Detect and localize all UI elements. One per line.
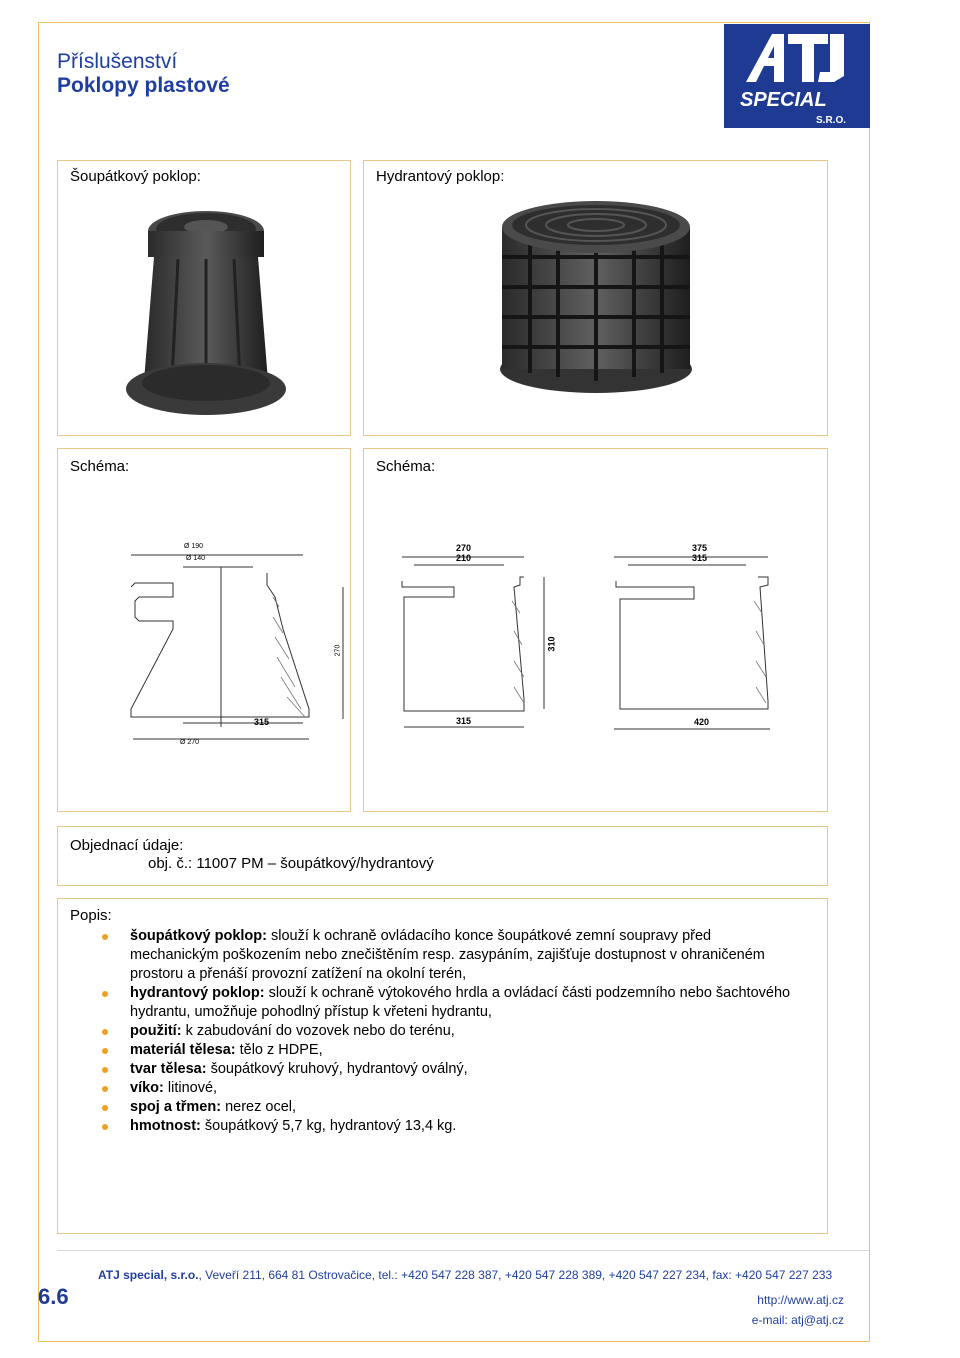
item-text: slouží k ochraně ovládacího konce šoupátkové zemní soupravy před mechanickým poškozením nebo znečištěním resp. zasypáním, zajišťuje dostupnost v ohraničeném prostoru a přenáší provozní zatížení na okolní terén, [130,928,765,982]
company-logo [724,24,870,128]
hydrant-dim-b-top1: 375 [692,543,708,553]
page-title [57,50,230,98]
item-label: spoj a třmen: [130,1099,222,1115]
hydrant-dim-a-top1: 270 [456,543,472,553]
title-category: Příslušenství [57,50,178,73]
hydrant-schema-box [363,448,828,812]
item-label: materiál tělesa: [130,1042,236,1058]
page-number: 6.6 [38,1284,69,1309]
list-item [102,1117,802,1136]
hydrant-dim-a-bottom: 315 [456,716,472,726]
gate-valve-cover-label: Šoupátkový poklop: [70,168,201,185]
hydrant-cover-photo-box [363,160,828,436]
item-text: šoupátkový 5,7 kg, hydrantový 13,4 kg. [200,1118,457,1134]
hydrant-dim-a-top2: 210 [456,553,472,563]
hydrant-cover-image [496,197,696,397]
list-item [102,1041,802,1060]
list-item [102,1022,802,1041]
item-label: tvar tělesa: [130,1061,207,1077]
list-item [102,984,802,1022]
footer-address: , Veveří 211, 664 81 Ostrovačice, [198,1268,379,1282]
item-text: šoupátkový kruhový, hydrantový oválný, [206,1061,468,1077]
footer-divider [57,1250,869,1251]
list-item [102,1098,802,1117]
item-text: k zabudování do vozovek nebo do terénu, [181,1023,455,1039]
footer-website-link[interactable]: http://www.atj.cz [757,1293,844,1307]
description-box [57,898,828,1234]
footer-company: ATJ special, s.r.o. [98,1268,199,1282]
order-number: obj. č.: 11007 PM – šoupátkový/hydrantový [148,855,434,872]
list-item [102,1079,802,1098]
gate-valve-schema-drawing [113,537,353,757]
dim-top-inner: Ø 140 [186,555,206,562]
item-label: hmotnost: [130,1118,201,1134]
item-label: hydrantový poklop: [130,985,265,1001]
list-item [102,1060,802,1079]
hydrant-dim-b-top2: 315 [692,553,708,563]
description-heading: Popis: [70,907,112,924]
item-text: slouží k ochraně výtokového hrdla a ovládací části podzemního nebo šachtového hydrantu, umožňuje pohodlný přístup k vřeteni hydrantu, [130,985,791,1020]
hydrant-cover-label: Hydrantový poklop: [376,168,505,185]
title-product: Poklopy plastové [57,74,230,98]
list-item [102,927,802,984]
order-heading: Objednací údaje: [70,837,184,854]
dim-bottom-outer: Ø 270 [180,739,200,746]
item-label: použití: [130,1023,182,1039]
gate-valve-cover-image [126,203,286,433]
hydrant-schema-drawing [394,541,814,741]
svg-text:S.R.O.: S.R.O. [816,115,847,126]
gate-valve-schema-box [57,448,351,812]
atj-logo-icon [724,24,870,128]
item-text: litinové, [163,1080,218,1096]
item-label: šoupátkový poklop: [130,928,267,944]
gate-valve-schema-label: Schéma: [70,458,130,475]
item-text: tělo z HDPE, [235,1042,323,1058]
description-list [102,927,802,1136]
svg-text:SPECIAL: SPECIAL [740,89,827,111]
footer-email-link[interactable]: e-mail: atj@atj.cz [751,1313,844,1327]
footer-web [752,1290,844,1330]
footer-phones: tel.: +420 547 228 387, +420 547 228 389, +420 547 227 234, fax: +420 547 227 233 [378,1268,833,1282]
dim-bottom-inner: 315 [254,717,270,727]
item-label: víko: [130,1080,164,1096]
hydrant-dim-b-bottom: 420 [694,717,710,727]
dim-top-outer: Ø 190 [184,543,204,550]
hydrant-dim-height: 310 [546,636,557,652]
item-text: nerez ocel, [221,1099,297,1115]
order-info-box [57,826,828,886]
hydrant-schema-label: Schéma: [376,458,436,475]
footer-contact [98,1268,832,1282]
gate-valve-cover-photo-box [57,160,351,436]
dim-height: 270 [334,644,342,657]
